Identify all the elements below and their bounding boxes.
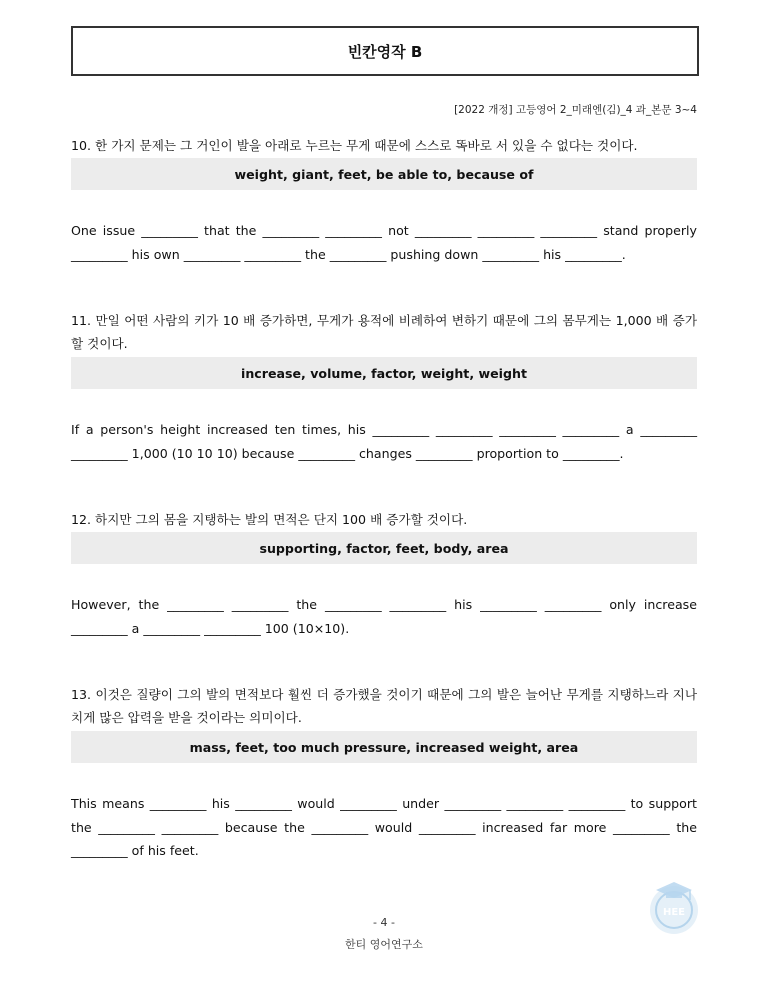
page-number: - 4 - — [373, 916, 395, 929]
question-13-english: This means _________ his _________ would _________ under _________ _________ _________ to support the _________ _________ because the _________ would _________ increased far more _________ the _________ of his feet. — [71, 796, 697, 858]
question-13-korean: 13. 이것은 질량이 그의 발의 면적보다 훨씬 더 증가했을 것이기 때문에 그의 발은 늘어난 무게를 지탱하느라 지나치게 많은 압력을 받을 것이라는 의미이다. — [71, 687, 697, 725]
question-12-english: However, the _________ _________ the _________ _________ his _________ _________ only increase _________ a _________ _________ 100 (10×10). — [71, 597, 697, 636]
question-12-korean: 12. 하지만 그의 몸을 지탱하는 발의 면적은 단지 100 배 증가할 것이다. — [71, 512, 468, 527]
footer-label: 한티 영어연구소 — [345, 938, 423, 951]
question-12-hint: supporting, factor, feet, body, area — [71, 532, 697, 564]
logo-text: HEE — [662, 907, 686, 918]
question-10-english: One issue _________ that the _________ _________ not _________ _________ _________ stand properly _________ his own _________ _________ the _________ pushing down _________ his _________. — [71, 223, 697, 262]
question-11-english: If a person's height increased ten times, his _________ _________ _________ _________ a _________ _________ 1,000 (10 10 10) because _________ changes _________ proportion to _________. — [71, 422, 697, 461]
hee-logo-icon — [648, 876, 700, 936]
question-13-hint: mass, feet, too much pressure, increased weight, area — [71, 731, 697, 763]
question-10-hint: weight, giant, feet, be able to, because of — [71, 158, 697, 190]
question-11-korean: 11. 만일 어떤 사람의 키가 10 배 증가하면, 무게가 용적에 비례하여 변하기 때문에 그의 몸무게는 1,000 배 증가할 것이다. — [71, 313, 697, 351]
question-11-hint: increase, volume, factor, weight, weight — [71, 357, 697, 389]
question-10-korean: 10. 한 가지 문제는 그 거인이 발을 아래로 누르는 무게 때문에 스스로 똑바로 서 있을 수 없다는 것이다. — [71, 138, 638, 153]
source-label: [2022 개정] 고등영어 2_미래엔(김)_4 과_본문 3~4 — [454, 104, 697, 116]
page-title: 빈칸영작 B — [71, 26, 699, 76]
